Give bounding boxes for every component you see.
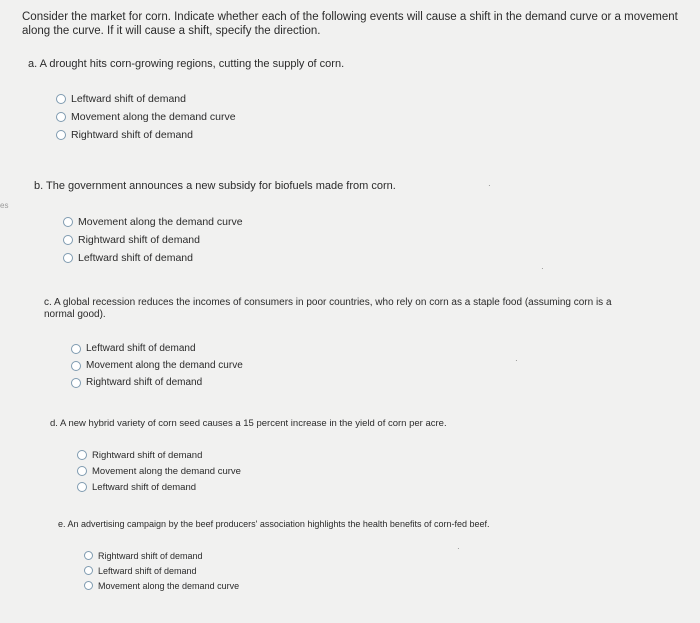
question-b-options bbox=[63, 213, 243, 267]
option-label: Movement along the demand curve bbox=[78, 216, 243, 228]
option-label: Rightward shift of demand bbox=[92, 449, 203, 461]
radio-icon[interactable] bbox=[63, 217, 73, 227]
radio-icon[interactable] bbox=[63, 253, 73, 263]
speck-mark: · bbox=[488, 181, 491, 190]
radio-icon[interactable] bbox=[71, 361, 81, 371]
question-c-options bbox=[71, 340, 243, 391]
option-label: Rightward shift of demand bbox=[78, 234, 200, 246]
edge-text: es bbox=[0, 201, 9, 210]
question-a-prompt: a. A drought hits corn-growing regions, cutting the supply of corn. bbox=[28, 58, 345, 70]
radio-icon[interactable] bbox=[63, 235, 73, 245]
speck-mark: · bbox=[515, 356, 518, 365]
option-e-2[interactable] bbox=[84, 563, 239, 578]
radio-icon[interactable] bbox=[71, 344, 81, 354]
radio-icon[interactable] bbox=[77, 466, 87, 476]
option-a-3[interactable] bbox=[56, 126, 236, 144]
question-intro: Consider the market for corn. Indicate whether each of the following events will cause a shift in the demand curve or a movement along the curve. If it will cause a shift, specify the direction. bbox=[22, 11, 678, 37]
speck-mark: · bbox=[457, 544, 460, 553]
speck-mark: · bbox=[541, 264, 544, 273]
option-a-2[interactable] bbox=[56, 108, 236, 126]
option-label: Leftward shift of demand bbox=[92, 481, 197, 493]
option-label: Leftward shift of demand bbox=[98, 565, 197, 576]
question-b-prompt: b. The government announces a new subsidy for biofuels made from corn. bbox=[34, 180, 396, 192]
option-c-2[interactable] bbox=[71, 357, 243, 374]
option-e-3[interactable] bbox=[84, 578, 239, 593]
option-label: Movement along the demand curve bbox=[86, 360, 243, 371]
option-label: Leftward shift of demand bbox=[78, 252, 193, 264]
option-d-1[interactable] bbox=[77, 447, 241, 463]
option-label: Movement along the demand curve bbox=[92, 465, 241, 477]
question-d-options bbox=[77, 447, 241, 495]
radio-icon[interactable] bbox=[84, 551, 93, 560]
option-label: Rightward shift of demand bbox=[71, 129, 193, 141]
option-c-1[interactable] bbox=[71, 340, 243, 357]
option-label: Rightward shift of demand bbox=[86, 377, 203, 388]
option-b-2[interactable] bbox=[63, 231, 243, 249]
question-a-options bbox=[56, 90, 236, 144]
radio-icon[interactable] bbox=[84, 566, 93, 575]
radio-icon[interactable] bbox=[56, 130, 66, 140]
option-d-2[interactable] bbox=[77, 463, 241, 479]
option-label: Movement along the demand curve bbox=[71, 111, 236, 123]
radio-icon[interactable] bbox=[77, 450, 87, 460]
option-c-3[interactable] bbox=[71, 374, 243, 391]
radio-icon[interactable] bbox=[71, 378, 81, 388]
question-d-prompt: d. A new hybrid variety of corn seed causes a 15 percent increase in the yield of corn per acre. bbox=[50, 418, 447, 429]
option-a-1[interactable] bbox=[56, 90, 236, 108]
option-label: Leftward shift of demand bbox=[86, 343, 196, 354]
radio-icon[interactable] bbox=[56, 112, 66, 122]
option-e-1[interactable] bbox=[84, 548, 239, 563]
option-b-1[interactable] bbox=[63, 213, 243, 231]
question-e-options bbox=[84, 548, 239, 593]
option-label: Movement along the demand curve bbox=[98, 580, 240, 591]
radio-icon[interactable] bbox=[77, 482, 87, 492]
option-label: Rightward shift of demand bbox=[98, 550, 203, 561]
option-d-3[interactable] bbox=[77, 479, 241, 495]
question-c-prompt: c. A global recession reduces the incomes of consumers in poor countries, who rely on corn as a staple food (assuming corn is a normal good). bbox=[44, 297, 612, 320]
option-b-3[interactable] bbox=[63, 249, 243, 267]
radio-icon[interactable] bbox=[84, 581, 93, 590]
radio-icon[interactable] bbox=[56, 94, 66, 104]
option-label: Leftward shift of demand bbox=[71, 93, 186, 105]
question-e-prompt: e. An advertising campaign by the beef producers' association highlights the health benefits of corn-fed beef. bbox=[58, 519, 490, 529]
